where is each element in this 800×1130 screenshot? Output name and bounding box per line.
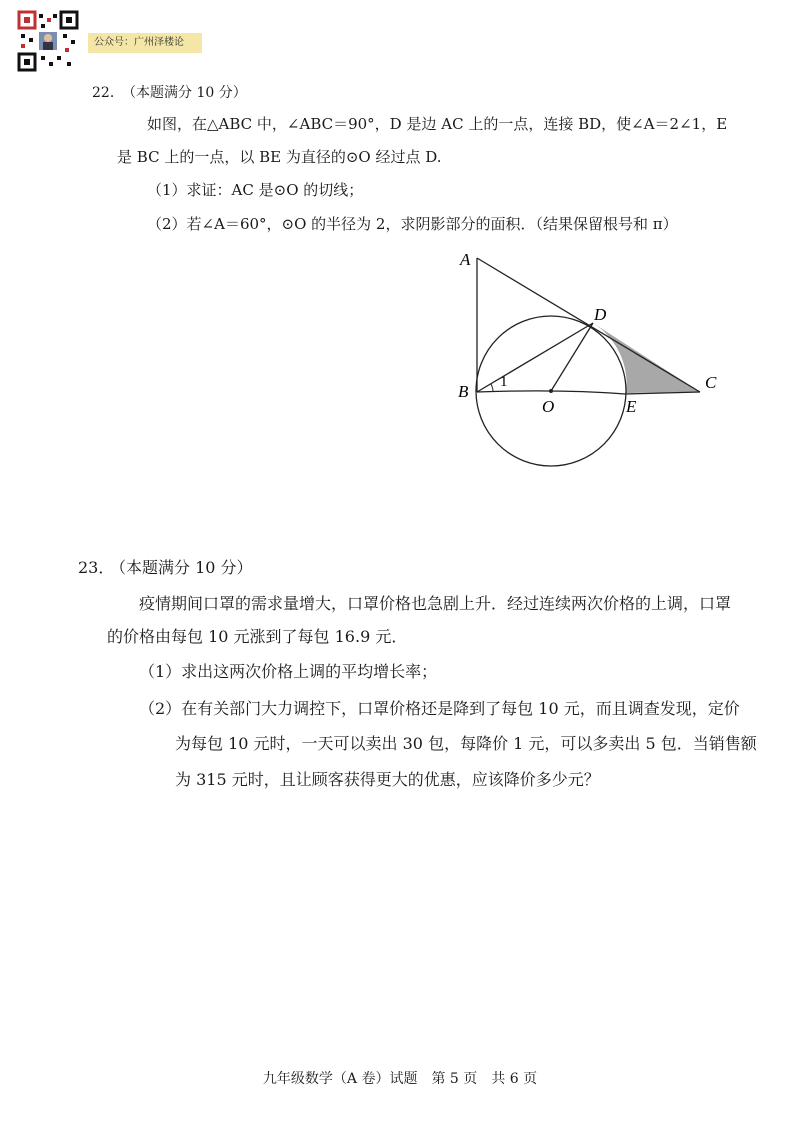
q22-score: （本题满分 10 分） (122, 85, 247, 101)
q23-number: 23． (78, 558, 115, 577)
label-e: E (626, 397, 637, 416)
label-d: D (594, 305, 607, 324)
q23-part2-line1: （2）在有关部门大力调控下，口罩价格还是降到了每包 10 元，而且调查发现，定价 (139, 699, 740, 718)
q22-part2: （2）若∠A＝60°，⊙O 的半径为 2，求阴影部分的面积．（结果保留根号和 π） (147, 215, 678, 233)
label-b: B (458, 382, 469, 401)
page-footer: 九年级数学（A 卷）试题 第 5 页 共 6 页 (262, 1071, 538, 1087)
q23-part2-line3: 为 315 元时，且让顾客获得更大的优惠，应该降价多少元？ (175, 770, 600, 789)
q23-part2-line2: 为每包 10 元时，一天可以卖出 30 包，每降价 1 元，可以多卖出 5 包．当销售额 (175, 734, 757, 753)
q22-stem-line1: 如图，在△ABC 中，∠ABC＝90°，D 是边 AC 上的一点，连接 BD，使∠A＝2∠1，E (147, 115, 728, 133)
angle-1-arc (491, 384, 493, 392)
q22-number: 22． (92, 85, 124, 101)
q22-stem-line2: 是 BC 上的一点，以 BE 为直径的⊙O 经过点 D. (117, 148, 442, 166)
q23-part1: （1）求出这两次价格上调的平均增长率； (139, 662, 438, 681)
header-banner: 公众号：广州泽楼论 (88, 33, 202, 53)
qr-code-icon (17, 10, 79, 72)
center-point (549, 389, 553, 393)
geometry-figure (450, 245, 740, 485)
segment-od (551, 323, 593, 391)
q23-stem-line1: 疫情期间口罩的需求量增大，口罩价格也急剧上升．经过连续两次价格的上调，口罩 (139, 594, 732, 613)
segment-bd (477, 323, 593, 392)
q23-stem-line2: 的价格由每包 10 元涨到了每包 16.9 元． (107, 627, 408, 646)
q23-score: （本题满分 10 分） (110, 558, 253, 577)
label-angle-1: 1 (500, 374, 508, 390)
label-c: C (705, 373, 717, 392)
label-a: A (460, 250, 471, 269)
label-o: O (542, 397, 555, 416)
q22-part1: （1）求证：AC 是⊙O 的切线； (147, 181, 364, 199)
